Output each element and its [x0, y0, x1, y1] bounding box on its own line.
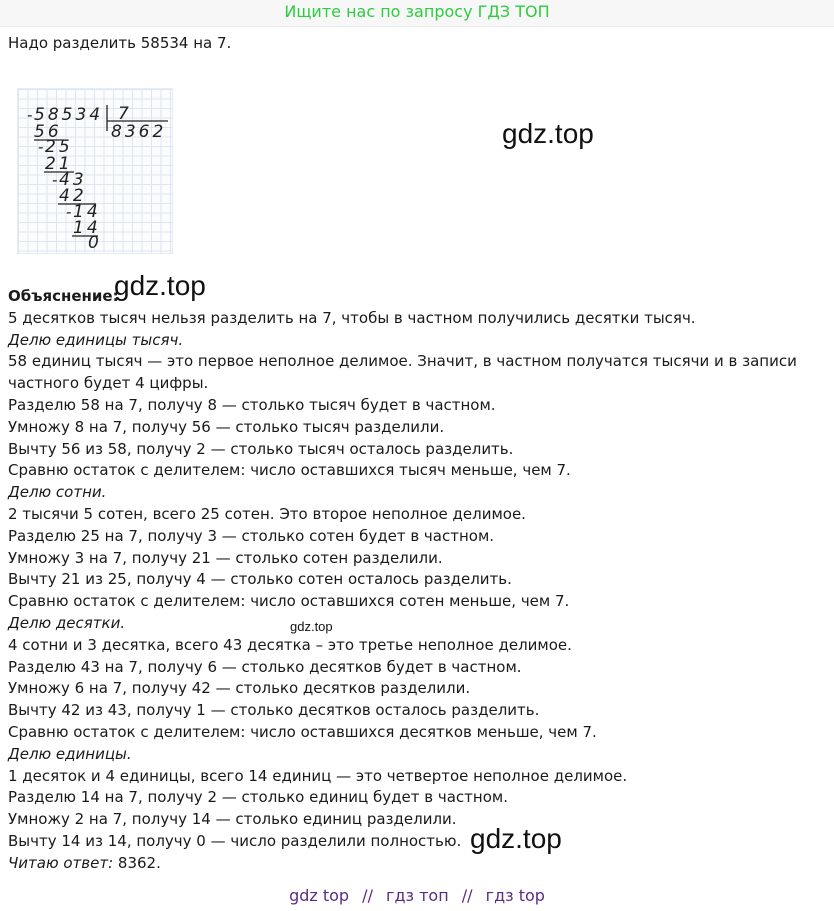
explanation-line: Разделю 25 на 7, получу 3 — столько сотен будет в частном.	[8, 526, 495, 545]
answer-value: 8362.	[117, 853, 161, 872]
footer-separator: //	[461, 886, 473, 905]
watermark-1: gdz.top	[502, 118, 594, 149]
explanation-line: 4 сотни и 3 десятка, всего 43 десятка – это третье неполное делимое.	[8, 635, 572, 654]
answer-line	[8, 853, 830, 875]
explanation-heading: Объяснение:	[8, 287, 119, 305]
explanation-line: Делю единицы тысяч.	[8, 330, 184, 349]
explanation-line: Вычту 42 из 43, получу 1 — столько десятков осталось разделить.	[8, 701, 540, 720]
answer-label: Читаю ответ:	[8, 853, 114, 872]
dividend-text: 58534	[34, 105, 104, 125]
explanation-line: Умножу 6 на 7, получу 42 — столько десятков разделили.	[8, 679, 471, 698]
footer-links	[0, 885, 834, 907]
step-7: 14	[73, 218, 101, 238]
footer-link-1[interactable]: gdz top	[289, 886, 350, 905]
step-1: 56	[34, 122, 62, 142]
explanation-line: Умножу 3 на 7, получу 21 — столько сотен разделили.	[8, 548, 443, 567]
long-division-image	[17, 88, 173, 254]
explanation-line: 58 единиц тысяч — это первое неполное делимое. Значит, в частном получатся тысячи и в записи частного будет 4 цифры.	[8, 352, 797, 393]
explanation-line: Умножу 2 на 7, получу 14 — столько единиц разделили.	[8, 810, 457, 829]
explanation-line: Сравню остаток с делителем: число оставшихся десятков меньше, чем 7.	[8, 722, 597, 741]
explanation-line: Разделю 14 на 7, получу 2 — столько единиц будет в частном.	[8, 788, 508, 807]
explanation-line: Вычту 56 из 58, получу 2 — столько тысяч осталось разделить.	[8, 439, 514, 458]
explanation-line: Сравню остаток с делителем: число оставшихся тысяч меньше, чем 7.	[8, 461, 571, 480]
explanation-line: Делю сотни.	[8, 483, 107, 502]
step-4: 43	[59, 170, 87, 190]
explanation-line: 2 тысячи 5 сотен, всего 25 сотен. Это второе неполное делимое.	[8, 504, 526, 523]
minus-sign: -	[52, 171, 58, 189]
step-3: 21	[45, 154, 73, 174]
explanation-line: Сравню остаток с делителем: число оставшихся сотен меньше, чем 7.	[8, 592, 570, 611]
minus-sign: -	[38, 138, 44, 156]
task-statement: Надо разделить 58534 на 7.	[8, 34, 232, 52]
explanation-line: Разделю 58 на 7, получу 8 — столько тысяч будет в частном.	[8, 395, 496, 414]
footer-link-3[interactable]: гдз top	[485, 886, 545, 905]
explanation-block	[8, 286, 830, 875]
footer-link-2[interactable]: гдз топ	[386, 886, 449, 905]
explanation-line: Делю единицы.	[8, 744, 132, 763]
watermark-2: gdz.top	[114, 270, 206, 301]
explanation-line: 1 десяток и 4 единицы, всего 14 единиц — это четвертое неполное делимое.	[8, 766, 628, 785]
divisor-text: 7	[118, 104, 129, 124]
top-banner-text[interactable]: Ищите нас по запросу ГДЗ ТОП	[284, 2, 550, 21]
explanation-line: Умножу 8 на 7, получу 56 — столько тысяч разделили.	[8, 417, 445, 436]
minus-sign: -	[66, 203, 72, 221]
top-banner[interactable]	[0, 0, 834, 27]
step-8: 0	[88, 233, 99, 253]
explanation-line: Делю десятки.	[8, 613, 126, 632]
step-6: 14	[73, 202, 101, 222]
explanation-line: Вычту 14 из 14, получу 0 — число разделили полностью.	[8, 831, 462, 850]
watermark-4: gdz.top	[470, 823, 562, 854]
step-5: 42	[59, 186, 87, 206]
minus-sign: -	[27, 106, 33, 124]
watermark-3: gdz.top	[290, 619, 333, 634]
explanation-line: 5 десятков тысяч нельзя разделить на 7, чтобы в частном получились десятки тысяч.	[8, 308, 696, 327]
quotient-text: 8362	[111, 122, 167, 142]
long-division-drawing	[18, 89, 172, 253]
explanation-line: Разделю 43 на 7, получу 6 — столько десятков будет в частном.	[8, 657, 522, 676]
footer-separator: //	[362, 886, 373, 905]
explanation-line: Вычту 21 из 25, получу 4 — столько сотен осталось разделить.	[8, 570, 512, 589]
step-2: 25	[45, 137, 73, 157]
